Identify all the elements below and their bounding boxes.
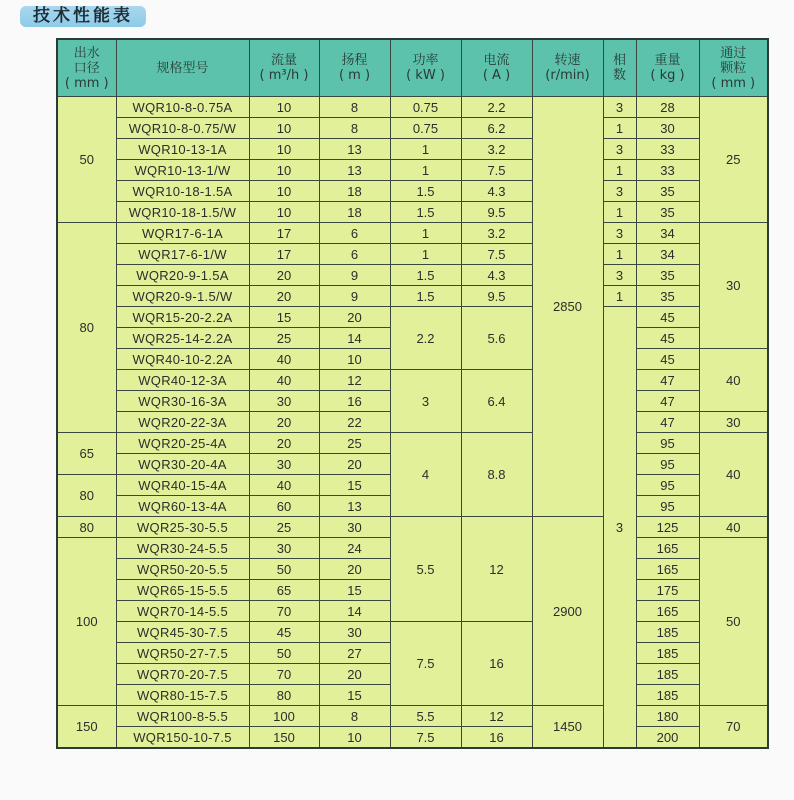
table-row — [57, 118, 768, 139]
weight-cell: 35 — [636, 181, 699, 202]
weight-cell: 45 — [636, 328, 699, 349]
phase-cell: 3 — [603, 265, 636, 286]
current-cell: 16 — [461, 727, 532, 749]
head-cell: 10 — [319, 349, 390, 370]
header-weight: 重量 ( kg ) — [636, 39, 699, 97]
head-cell: 15 — [319, 475, 390, 496]
model-cell: WQR70-20-7.5 — [116, 664, 249, 685]
current-cell: 4.3 — [461, 265, 532, 286]
power-cell: 7.5 — [390, 622, 461, 706]
diameter-cell: 65 — [57, 433, 116, 475]
head-cell: 6 — [319, 223, 390, 244]
weight-cell: 175 — [636, 580, 699, 601]
header-phase: 相 数 — [603, 39, 636, 97]
head-cell: 12 — [319, 370, 390, 391]
flow-cell: 15 — [249, 307, 319, 328]
speed-cell: 1450 — [532, 706, 603, 749]
flow-cell: 70 — [249, 601, 319, 622]
flow-cell: 10 — [249, 97, 319, 118]
flow-cell: 40 — [249, 349, 319, 370]
table-row — [57, 706, 768, 727]
weight-cell: 180 — [636, 706, 699, 727]
head-cell: 13 — [319, 496, 390, 517]
performance-table — [56, 38, 769, 749]
table-row — [57, 517, 768, 538]
header-speed: 转速 (r/min) — [532, 39, 603, 97]
weight-cell: 165 — [636, 601, 699, 622]
diameter-cell: 80 — [57, 475, 116, 517]
diameter-cell: 80 — [57, 223, 116, 433]
model-cell: WQR70-14-5.5 — [116, 601, 249, 622]
diameter-cell: 50 — [57, 97, 116, 223]
table-row — [57, 370, 768, 391]
head-cell: 13 — [319, 160, 390, 181]
model-cell: WQR10-8-0.75/W — [116, 118, 249, 139]
weight-cell: 47 — [636, 370, 699, 391]
flow-cell: 30 — [249, 391, 319, 412]
model-cell: WQR50-27-7.5 — [116, 643, 249, 664]
head-cell: 14 — [319, 601, 390, 622]
flow-cell: 150 — [249, 727, 319, 749]
phase-cell: 1 — [603, 202, 636, 223]
head-cell: 18 — [319, 181, 390, 202]
head-cell: 14 — [319, 328, 390, 349]
table-row — [57, 202, 768, 223]
weight-cell: 95 — [636, 496, 699, 517]
power-cell: 4 — [390, 433, 461, 517]
head-cell: 15 — [319, 580, 390, 601]
current-cell: 7.5 — [461, 244, 532, 265]
table-row — [57, 727, 768, 749]
head-cell: 6 — [319, 244, 390, 265]
flow-cell: 30 — [249, 454, 319, 475]
model-cell: WQR20-25-4A — [116, 433, 249, 454]
flow-cell: 17 — [249, 244, 319, 265]
flow-cell: 10 — [249, 202, 319, 223]
weight-cell: 95 — [636, 475, 699, 496]
diameter-cell: 100 — [57, 538, 116, 706]
head-cell: 30 — [319, 622, 390, 643]
model-cell: WQR30-24-5.5 — [116, 538, 249, 559]
weight-cell: 33 — [636, 139, 699, 160]
model-cell: WQR100-8-5.5 — [116, 706, 249, 727]
model-cell: WQR45-30-7.5 — [116, 622, 249, 643]
weight-cell: 95 — [636, 433, 699, 454]
current-cell: 9.5 — [461, 286, 532, 307]
model-cell: WQR10-18-1.5A — [116, 181, 249, 202]
head-cell: 20 — [319, 559, 390, 580]
model-cell: WQR25-14-2.2A — [116, 328, 249, 349]
head-cell: 8 — [319, 706, 390, 727]
flow-cell: 25 — [249, 328, 319, 349]
header-head: 扬程 ( m ) — [319, 39, 390, 97]
weight-cell: 185 — [636, 622, 699, 643]
current-cell: 16 — [461, 622, 532, 706]
phase-cell: 3 — [603, 97, 636, 118]
flow-cell: 17 — [249, 223, 319, 244]
head-cell: 25 — [319, 433, 390, 454]
power-cell: 1 — [390, 223, 461, 244]
diameter-cell: 80 — [57, 517, 116, 538]
model-cell: WQR50-20-5.5 — [116, 559, 249, 580]
head-cell: 8 — [319, 118, 390, 139]
header-model: 规格型号 — [116, 39, 249, 97]
current-cell: 6.4 — [461, 370, 532, 433]
model-cell: WQR10-13-1/W — [116, 160, 249, 181]
current-cell: 6.2 — [461, 118, 532, 139]
head-cell: 16 — [319, 391, 390, 412]
weight-cell: 35 — [636, 265, 699, 286]
head-cell: 9 — [319, 265, 390, 286]
diameter-cell: 150 — [57, 706, 116, 749]
model-cell: WQR30-16-3A — [116, 391, 249, 412]
model-cell: WQR150-10-7.5 — [116, 727, 249, 749]
flow-cell: 100 — [249, 706, 319, 727]
current-cell: 5.6 — [461, 307, 532, 370]
current-cell: 8.8 — [461, 433, 532, 517]
header-diameter: 出水 口径 ( mm ) — [57, 39, 116, 97]
table-row — [57, 307, 768, 328]
phase-cell: 3 — [603, 223, 636, 244]
current-cell: 4.3 — [461, 181, 532, 202]
flow-cell: 10 — [249, 181, 319, 202]
particle-cell: 70 — [699, 706, 768, 749]
particle-cell: 40 — [699, 433, 768, 517]
head-cell: 20 — [319, 664, 390, 685]
header-power: 功率 ( kW ) — [390, 39, 461, 97]
speed-cell: 2900 — [532, 517, 603, 706]
particle-cell: 40 — [699, 349, 768, 412]
model-cell: WQR40-15-4A — [116, 475, 249, 496]
current-cell: 9.5 — [461, 202, 532, 223]
head-cell: 22 — [319, 412, 390, 433]
section-title: 技术性能表 — [20, 6, 146, 27]
flow-cell: 80 — [249, 685, 319, 706]
weight-cell: 30 — [636, 118, 699, 139]
speed-cell: 2850 — [532, 97, 603, 517]
model-cell: WQR17-6-1/W — [116, 244, 249, 265]
flow-cell: 30 — [249, 538, 319, 559]
weight-cell: 47 — [636, 412, 699, 433]
phase-cell: 1 — [603, 244, 636, 265]
flow-cell: 65 — [249, 580, 319, 601]
table-row — [57, 286, 768, 307]
power-cell: 5.5 — [390, 706, 461, 727]
weight-cell: 185 — [636, 685, 699, 706]
model-cell: WQR20-9-1.5A — [116, 265, 249, 286]
model-cell: WQR20-22-3A — [116, 412, 249, 433]
power-cell: 1 — [390, 160, 461, 181]
header-particle: 通过 颗粒 ( mm ) — [699, 39, 768, 97]
model-cell: WQR10-8-0.75A — [116, 97, 249, 118]
power-cell: 1.5 — [390, 181, 461, 202]
current-cell: 3.2 — [461, 139, 532, 160]
particle-cell: 30 — [699, 412, 768, 433]
power-cell: 0.75 — [390, 97, 461, 118]
head-cell: 30 — [319, 517, 390, 538]
table-row — [57, 433, 768, 454]
head-cell: 18 — [319, 202, 390, 223]
phase-cell: 3 — [603, 139, 636, 160]
flow-cell: 10 — [249, 139, 319, 160]
weight-cell: 200 — [636, 727, 699, 749]
flow-cell: 20 — [249, 433, 319, 454]
model-cell: WQR10-13-1A — [116, 139, 249, 160]
power-cell: 5.5 — [390, 517, 461, 622]
weight-cell: 185 — [636, 643, 699, 664]
table-row — [57, 244, 768, 265]
weight-cell: 28 — [636, 97, 699, 118]
flow-cell: 40 — [249, 475, 319, 496]
head-cell: 9 — [319, 286, 390, 307]
head-cell: 20 — [319, 307, 390, 328]
flow-cell: 50 — [249, 643, 319, 664]
flow-cell: 50 — [249, 559, 319, 580]
power-cell: 3 — [390, 370, 461, 433]
phase-cell: 3 — [603, 307, 636, 749]
weight-cell: 34 — [636, 223, 699, 244]
power-cell: 0.75 — [390, 118, 461, 139]
particle-cell: 40 — [699, 517, 768, 538]
table-row — [57, 265, 768, 286]
particle-cell: 30 — [699, 223, 768, 349]
weight-cell: 165 — [636, 559, 699, 580]
particle-cell: 25 — [699, 97, 768, 223]
current-cell: 7.5 — [461, 160, 532, 181]
flow-cell: 45 — [249, 622, 319, 643]
header-current: 电流 ( A ) — [461, 39, 532, 97]
power-cell: 2.2 — [390, 307, 461, 370]
head-cell: 20 — [319, 454, 390, 475]
model-cell: WQR60-13-4A — [116, 496, 249, 517]
flow-cell: 20 — [249, 412, 319, 433]
table-row — [57, 160, 768, 181]
phase-cell: 1 — [603, 286, 636, 307]
model-cell: WQR40-12-3A — [116, 370, 249, 391]
flow-cell: 20 — [249, 286, 319, 307]
head-cell: 24 — [319, 538, 390, 559]
power-cell: 1.5 — [390, 202, 461, 223]
phase-cell: 1 — [603, 160, 636, 181]
weight-cell: 45 — [636, 307, 699, 328]
head-cell: 13 — [319, 139, 390, 160]
model-cell: WQR10-18-1.5/W — [116, 202, 249, 223]
table-row — [57, 139, 768, 160]
table-row — [57, 97, 768, 118]
phase-cell: 1 — [603, 118, 636, 139]
weight-cell: 35 — [636, 286, 699, 307]
model-cell: WQR15-20-2.2A — [116, 307, 249, 328]
flow-cell: 60 — [249, 496, 319, 517]
power-cell: 7.5 — [390, 727, 461, 749]
power-cell: 1 — [390, 244, 461, 265]
table-row — [57, 181, 768, 202]
model-cell: WQR80-15-7.5 — [116, 685, 249, 706]
power-cell: 1 — [390, 139, 461, 160]
header-flow: 流量 ( m³/h ) — [249, 39, 319, 97]
flow-cell: 70 — [249, 664, 319, 685]
flow-cell: 25 — [249, 517, 319, 538]
model-cell: WQR40-10-2.2A — [116, 349, 249, 370]
table-row — [57, 223, 768, 244]
particle-cell: 50 — [699, 538, 768, 706]
weight-cell: 45 — [636, 349, 699, 370]
current-cell: 12 — [461, 706, 532, 727]
weight-cell: 95 — [636, 454, 699, 475]
weight-cell: 47 — [636, 391, 699, 412]
current-cell: 12 — [461, 517, 532, 622]
weight-cell: 165 — [636, 538, 699, 559]
head-cell: 27 — [319, 643, 390, 664]
power-cell: 1.5 — [390, 286, 461, 307]
flow-cell: 10 — [249, 160, 319, 181]
weight-cell: 35 — [636, 202, 699, 223]
head-cell: 15 — [319, 685, 390, 706]
power-cell: 1.5 — [390, 265, 461, 286]
weight-cell: 34 — [636, 244, 699, 265]
weight-cell: 125 — [636, 517, 699, 538]
head-cell: 10 — [319, 727, 390, 749]
flow-cell: 20 — [249, 265, 319, 286]
flow-cell: 40 — [249, 370, 319, 391]
weight-cell: 185 — [636, 664, 699, 685]
header-row — [57, 39, 768, 97]
current-cell: 2.2 — [461, 97, 532, 118]
phase-cell: 3 — [603, 181, 636, 202]
model-cell: WQR25-30-5.5 — [116, 517, 249, 538]
model-cell: WQR17-6-1A — [116, 223, 249, 244]
current-cell: 3.2 — [461, 223, 532, 244]
flow-cell: 10 — [249, 118, 319, 139]
table-body — [57, 97, 768, 749]
weight-cell: 33 — [636, 160, 699, 181]
model-cell: WQR30-20-4A — [116, 454, 249, 475]
table-row — [57, 622, 768, 643]
model-cell: WQR20-9-1.5/W — [116, 286, 249, 307]
model-cell: WQR65-15-5.5 — [116, 580, 249, 601]
head-cell: 8 — [319, 97, 390, 118]
